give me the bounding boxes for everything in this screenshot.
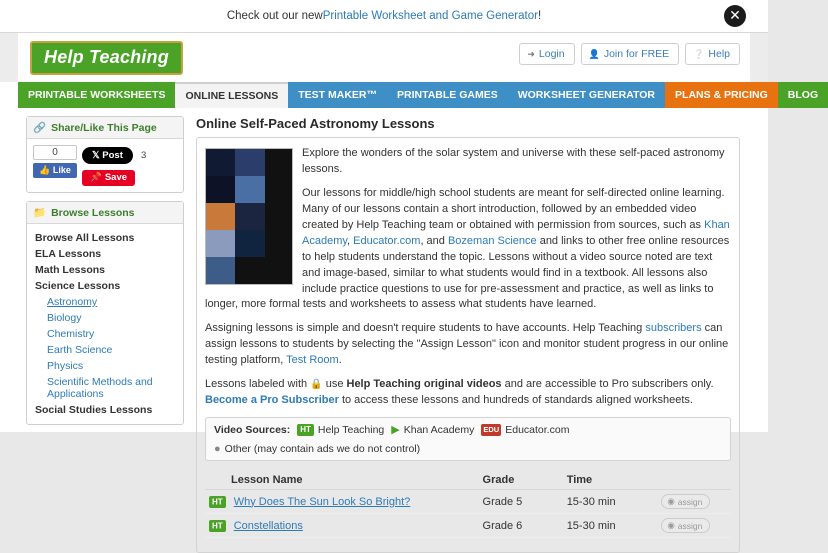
cell-assign bbox=[657, 514, 731, 538]
nav-online-lessons[interactable]: ONLINE LESSONS bbox=[175, 82, 288, 108]
sidebar-item-ela[interactable]: ELA Lessons bbox=[35, 248, 102, 260]
facebook-like-label: Like bbox=[52, 165, 71, 175]
thumb-cell bbox=[235, 230, 264, 257]
lesson-category-list bbox=[33, 230, 177, 418]
source-educator-com: EDU Educator.com bbox=[483, 423, 570, 436]
table-row[interactable] bbox=[205, 490, 731, 514]
promo-prefix: Check out our new bbox=[226, 10, 323, 22]
pinterest-icon: 📌 bbox=[90, 172, 102, 183]
help-label: Help bbox=[708, 48, 730, 60]
lessons-table-head bbox=[205, 471, 731, 490]
source-other: ● Other (may contain ads we do not control) bbox=[214, 443, 421, 456]
cell-assign bbox=[657, 490, 731, 514]
cell-lesson-name bbox=[205, 490, 479, 514]
help-teaching-badge-icon: HT bbox=[297, 424, 314, 436]
lesson-intro-box bbox=[196, 137, 740, 553]
content-columns bbox=[18, 108, 750, 553]
table-row[interactable] bbox=[205, 514, 731, 538]
intro-paragraph-1: Explore the wonders of the solar system and universe with these self-paced astronomy lessons. bbox=[302, 147, 725, 175]
facebook-like-group bbox=[33, 145, 77, 178]
source-khan-academy: ▶ Khan Academy bbox=[391, 423, 475, 437]
share-panel bbox=[26, 116, 184, 193]
browse-panel-body bbox=[27, 224, 183, 424]
header-grade: Grade bbox=[479, 471, 563, 490]
astronomy-thumbnail bbox=[205, 148, 293, 285]
twitter-count: 3 bbox=[140, 149, 147, 161]
assign-label: assign bbox=[677, 520, 703, 531]
thumb-cell bbox=[235, 149, 264, 176]
site-logo[interactable] bbox=[30, 41, 183, 75]
link-educator-com[interactable]: Educator.com bbox=[353, 234, 421, 247]
site-header bbox=[18, 33, 750, 82]
join-label: Join for FREE bbox=[603, 48, 670, 60]
twitter-post-label: Post bbox=[102, 150, 123, 161]
share-panel-body bbox=[27, 139, 183, 192]
pinterest-save-label: Save bbox=[104, 172, 128, 183]
thumb-cell bbox=[206, 149, 235, 176]
lock-icon: 🔒 bbox=[310, 379, 323, 391]
table-header-row bbox=[205, 471, 731, 490]
sidebar-item-physics[interactable]: Physics bbox=[47, 360, 84, 372]
browse-panel-header bbox=[27, 202, 183, 224]
thumb-cell bbox=[206, 176, 235, 203]
sidebar-item-browse-all[interactable]: Browse All Lessons bbox=[35, 232, 135, 244]
lessons-table bbox=[205, 471, 731, 538]
link-become-pro-subscriber[interactable]: Become a Pro Subscriber bbox=[205, 394, 339, 407]
link-bozeman-science[interactable]: Bozeman Science bbox=[447, 234, 537, 247]
lesson-link[interactable]: Constellations bbox=[233, 519, 303, 532]
educator-badge-icon: EDU bbox=[483, 425, 500, 435]
link-subscribers[interactable]: subscribers bbox=[645, 322, 702, 335]
facebook-like-button[interactable]: 👍 Like bbox=[33, 163, 77, 178]
login-label: Login bbox=[538, 48, 565, 60]
folder-icon: 📁 bbox=[33, 207, 47, 219]
thumb-cell bbox=[206, 203, 235, 230]
account-buttons bbox=[519, 43, 740, 65]
assign-icon: ◉ bbox=[667, 496, 675, 507]
twitter-post-button[interactable]: 𝕏 Post bbox=[82, 147, 133, 164]
help-teaching-badge-icon: HT bbox=[209, 496, 226, 508]
sidebar-item-social-studies[interactable]: Social Studies Lessons bbox=[35, 404, 153, 416]
link-test-room[interactable]: Test Room bbox=[286, 354, 339, 367]
login-icon: ➜ bbox=[527, 48, 535, 59]
login-button[interactable] bbox=[519, 43, 574, 65]
header-time: Time bbox=[563, 471, 658, 490]
nav-test-maker[interactable]: TEST MAKER™ bbox=[288, 82, 387, 108]
share-panel-title: Share/Like This Page bbox=[51, 121, 157, 134]
thumb-cell bbox=[235, 203, 264, 230]
social-buttons bbox=[33, 145, 177, 186]
video-sources-label: Video Sources: bbox=[214, 423, 291, 436]
cell-grade: Grade 5 bbox=[479, 490, 563, 514]
twitter-group bbox=[82, 145, 146, 186]
lessons-table-body bbox=[205, 490, 731, 538]
assign-icon: ◉ bbox=[667, 520, 675, 531]
assign-button[interactable] bbox=[661, 518, 710, 533]
pinterest-save-button[interactable] bbox=[82, 170, 135, 186]
promo-bar bbox=[0, 0, 768, 33]
help-button[interactable] bbox=[685, 43, 740, 65]
thumb-cell bbox=[206, 230, 235, 257]
cell-time: 15-30 min bbox=[563, 490, 658, 514]
assign-button[interactable] bbox=[661, 494, 710, 509]
page-title: Online Self-Paced Astronomy Lessons bbox=[196, 116, 435, 131]
browse-panel bbox=[26, 201, 184, 425]
khan-academy-badge-icon: ▶ bbox=[391, 424, 400, 437]
sidebar-item-biology[interactable]: Biology bbox=[47, 312, 82, 324]
promo-suffix: ! bbox=[537, 10, 542, 22]
nav-plans-pricing[interactable]: PLANS & PRICING bbox=[665, 82, 778, 108]
browse-panel-title: Browse Lessons bbox=[51, 206, 135, 219]
help-teaching-badge-icon: HT bbox=[209, 520, 226, 532]
header-assign bbox=[657, 471, 731, 490]
nav-printable-worksheets[interactable]: PRINTABLE WORKSHEETS bbox=[18, 82, 175, 108]
intro-paragraph-4: Lessons labeled with 🔒 use Help Teaching original videos and are accessible to Pro subscribers only. Become a Pro Subscriber to access these lessons and hundreds of standards aligned worksheets. bbox=[205, 378, 714, 407]
share-panel-header bbox=[27, 117, 183, 139]
sidebar-item-chemistry[interactable]: Chemistry bbox=[47, 328, 95, 340]
cell-lesson-name bbox=[205, 514, 479, 538]
bottom-spacer bbox=[205, 538, 731, 544]
sidebar-item-scientific-methods[interactable]: Scientific Methods and Applications bbox=[47, 376, 153, 400]
original-videos-emphasis: Help Teaching original videos bbox=[346, 378, 502, 391]
user-plus-icon: 👤 bbox=[588, 48, 600, 59]
other-badge-icon: ● bbox=[214, 443, 221, 456]
thumb-cell bbox=[235, 176, 264, 203]
intro-paragraph-3: Assigning lessons is simple and doesn't require students to have accounts. Help Teaching subscribers can assign lessons to students by selecting the "Assign Lesson" icon and monitor student progress in our online testing platform, Test Room. bbox=[205, 322, 729, 367]
nav-printable-games[interactable]: PRINTABLE GAMES bbox=[387, 82, 508, 108]
cell-grade: Grade 6 bbox=[479, 514, 563, 538]
close-icon[interactable]: ✕ bbox=[724, 5, 746, 27]
logo-text: Help Teaching bbox=[44, 47, 169, 67]
link-khan-academy[interactable]: Khan Academy bbox=[302, 218, 730, 247]
assign-label: assign bbox=[677, 496, 703, 507]
facebook-count: 0 bbox=[33, 145, 77, 160]
source-help-teaching: HT Help Teaching bbox=[297, 424, 384, 436]
sidebar-item-science[interactable]: Science Lessons bbox=[35, 280, 121, 292]
intro-paragraph-2: Our lessons for middle/high school students are meant for self-directed online learning. Many of our lessons contain a short introduction, followed by an embedded video created by Help Teaching team or obtained with permission from sources, such as Khan Academy, Educator.com, and Bozeman Science and links to other free online resources to help students understand the topic. Lessons without a video source noted are text and image-based, similar to what students would find in a textbook. All lessons also include practice questions to use for pre-assessment and practice, as well as links to longer, more formal tests and worksheets to assess what students have learned. bbox=[205, 186, 730, 311]
main-content bbox=[190, 108, 750, 553]
sidebar-item-earth-science[interactable]: Earth Science bbox=[47, 344, 113, 356]
video-sources-legend bbox=[205, 417, 731, 461]
share-icon: 🔗 bbox=[33, 122, 47, 134]
join-button[interactable] bbox=[581, 43, 680, 65]
sidebar-item-astronomy[interactable]: Astronomy bbox=[47, 296, 98, 308]
nav-blog[interactable]: BLOG bbox=[778, 82, 828, 108]
cell-time: 15-30 min bbox=[563, 514, 658, 538]
thumb-cell bbox=[206, 257, 235, 284]
site-body bbox=[18, 33, 819, 532]
sidebar bbox=[18, 108, 190, 553]
question-icon: ❔ bbox=[693, 48, 705, 59]
header-lesson-name: Lesson Name bbox=[205, 471, 479, 490]
lesson-link[interactable]: Why Does The Sun Look So Bright? bbox=[233, 495, 411, 508]
sidebar-item-math[interactable]: Math Lessons bbox=[35, 264, 106, 276]
main-nav bbox=[18, 82, 819, 108]
promo-link[interactable]: Printable Worksheet and Game Generator bbox=[322, 10, 538, 22]
nav-worksheet-generator[interactable]: WORKSHEET GENERATOR bbox=[508, 82, 665, 108]
